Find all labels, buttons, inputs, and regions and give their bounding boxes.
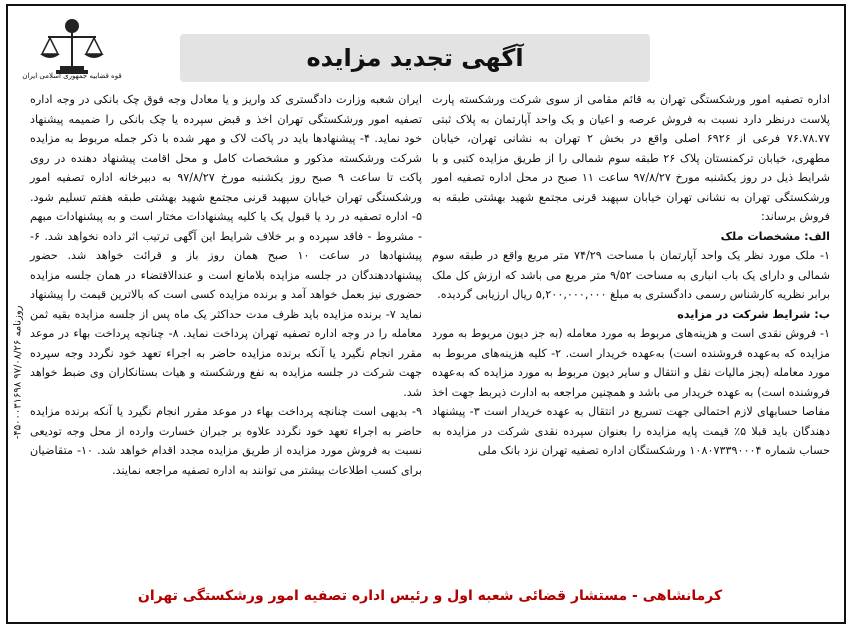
- section-a-title: الف: مشخصات ملک: [720, 229, 830, 243]
- page-title: آگهی تجدید مزایده: [180, 34, 650, 82]
- left-column-text-2: ۹- بدیهی است چنانچه پرداخت بهاء در موعد مقرر انجام نگیرد یا آنکه برنده مزایده حاضر به اجراء تعهد خود نگردد علاوه بر جبران خسارت وارده از محل وجه تودیعی نسبت به فروش مورد مزایده از طریق مزایده مجدد اقدام خواهد شد. ۱۰- متقاضیان برای کسب اطلاعات بیشتر می توانند به اداره تصفیه مراجعه نمایند.: [30, 405, 423, 477]
- emblem-caption: قوه قضاییه جمهوری اسلامی ایران: [22, 72, 122, 80]
- section-b-text: ۱- فروش نقدی است و هزینه‌های مربوط به مورد معامله (به جز دیون مربوط به مورد مزایده که به‌عهده فروشنده است) به‌عهده خریدار است. ۲- کلیه هزینه‌های مربوط به مورد معامله (بجز مالیات نقل و انتقال و سایر دیون مربوط به مورد مزایده که به‌عهده فروشنده است) به عهده خریدار می باشد و همچنین مراجعه به ادارت ذیربط جهت اخذ مفاصا حسابهای لازم احتمالی جهت تسریع در انتقال به عهده خریدار است ۳- پیشنهاد دهندگان باید قبلا ۵٪ قیمت پایه مزایده را بعنوان سپرده نقدی شرکت در مزایده به حساب شماره ۱۰۸۰۷۳۳۹۰۰۰۴ ورشکستگان اداره تصفیه تهران نزد بانک ملی: [432, 327, 830, 457]
- side-strip-text: روزنامه ۹۷/۰۸/۲۶ ۴۵۰۰۰۳۱۶۹۸-: [12, 305, 24, 440]
- side-strip: [8, 300, 22, 620]
- judiciary-scales-emblem-icon: [28, 14, 116, 96]
- left-column-text-1: ایران شعبه وزارت دادگستری کد واریز و یا معادل وجه فوق چک بانکی در وجه اداره تصفیه امور ورشکستگی تهران اخذ و قبض سپرده یا چک بانکی را ضمیمه پیشنهاد خود نماید. ۴- پیشنهادها باید در پاکت لاک و مهر شده با ذکر جمله مربوط به مزایده شرکت ورشکسته مذکور و مشخصات کامل و محل اقامت پیشنهاد دهنده در روی پاکت تا ساعت ۹ صبح روز یکشنبه مورخ ۹۷/۸/۲۷ به دبیرخانه اداره تصفیه امور ورشکستگی تهران خیابان سپهبد قرنی مجتمع شهید بهشتی طبقه هفتم تسلیم شود. ۵- اداره تصفیه در رد یا قبول یک یا کلیه پیشنهادات مختار است و به پیشنهادات مبهم - مشروط - فاقد سپرده و بر خلاف شرایط این آگهی ترتیب اثر داده نخواهد شد. ۶- پیشنهادها در ساعت ۱۰ صبح همان روز باز و قرائت خواهد شد. حضور پیشنهاددهندگان در جلسه مزایده بلامانع است و عندالاقتضاء در همان جلسه مزایده حضوری نیز بعمل خواهد آمد و برنده مزایده کسی است که بالاترین قیمت را پیشنهاد نماید ۷- برنده مزایده باید ظرف مدت حداکثر یک ماه پس از جلسه مزایده بقیه ثمن معامله را در وجه اداره تصفیه تهران پرداخت نماید. ۸- چنانچه پرداخت بهاء در موعد مقرر انجام نگیرد یا آنکه برنده مزایده حاضر به اجراء تعهد خود نگردد وجه سپرده جهت شرکت در جلسه مزایده به نفع ورشکسته و هیات بستانکاران وی ضبط خواهد شد.: [30, 93, 422, 399]
- footer-signature: کرمانشاهی - مستشار قضائی شعبه اول و رئیس اداره تصفیه امور ورشکستگی تهران: [137, 588, 723, 604]
- section-b-title: ب: شرایط شرکت در مزایده: [677, 307, 830, 321]
- header-banner: [180, 34, 650, 82]
- right-column: [432, 90, 830, 461]
- left-column: [30, 90, 422, 480]
- intro-paragraph: اداره تصفیه امور ورشکستگی تهران به قائم مقامی از سوی شرکت ورشکسته پارت پلاست درنظر دارد نسبت به فروش عرصه و اعیان و یک واحد آپارتمان به پلاک ثبتی ۷۶.۷۸.۷۷ فرعی از ۶۹۲۶ اصلی واقع در بخش ۲ تهران به نشانی تهران، خیابان مطهری، خیابان ترکمنستان پلاک ۲۶ طبقه سوم شمالی را از طریق مزایده کتبی و با شرایط ذیل در روز یکشنبه مورخ ۹۷/۸/۲۷ ساعت ۱۱ صبح در محل اداره تصفیه امور ورشکستگی تهران به نشانی تهران خیابان سپهبد قرنی مجتمع شهید بهشتی طبقه به فروش برساند:: [432, 93, 830, 223]
- section-a-text: ۱- ملک مورد نظر یک واحد آپارتمان با مساحت ۷۴/۲۹ متر مربع واقع در طبقه سوم شمالی و دارای یک باب انباری به مساحت ۹/۵۲ متر مربع می باشد که ارزش کل ملک برابر نظریه کارشناس رسمی دادگستری به مبلغ ۵,۲۰۰,۰۰۰,۰۰۰ ریال ارزیابی گردیده.: [432, 249, 831, 301]
